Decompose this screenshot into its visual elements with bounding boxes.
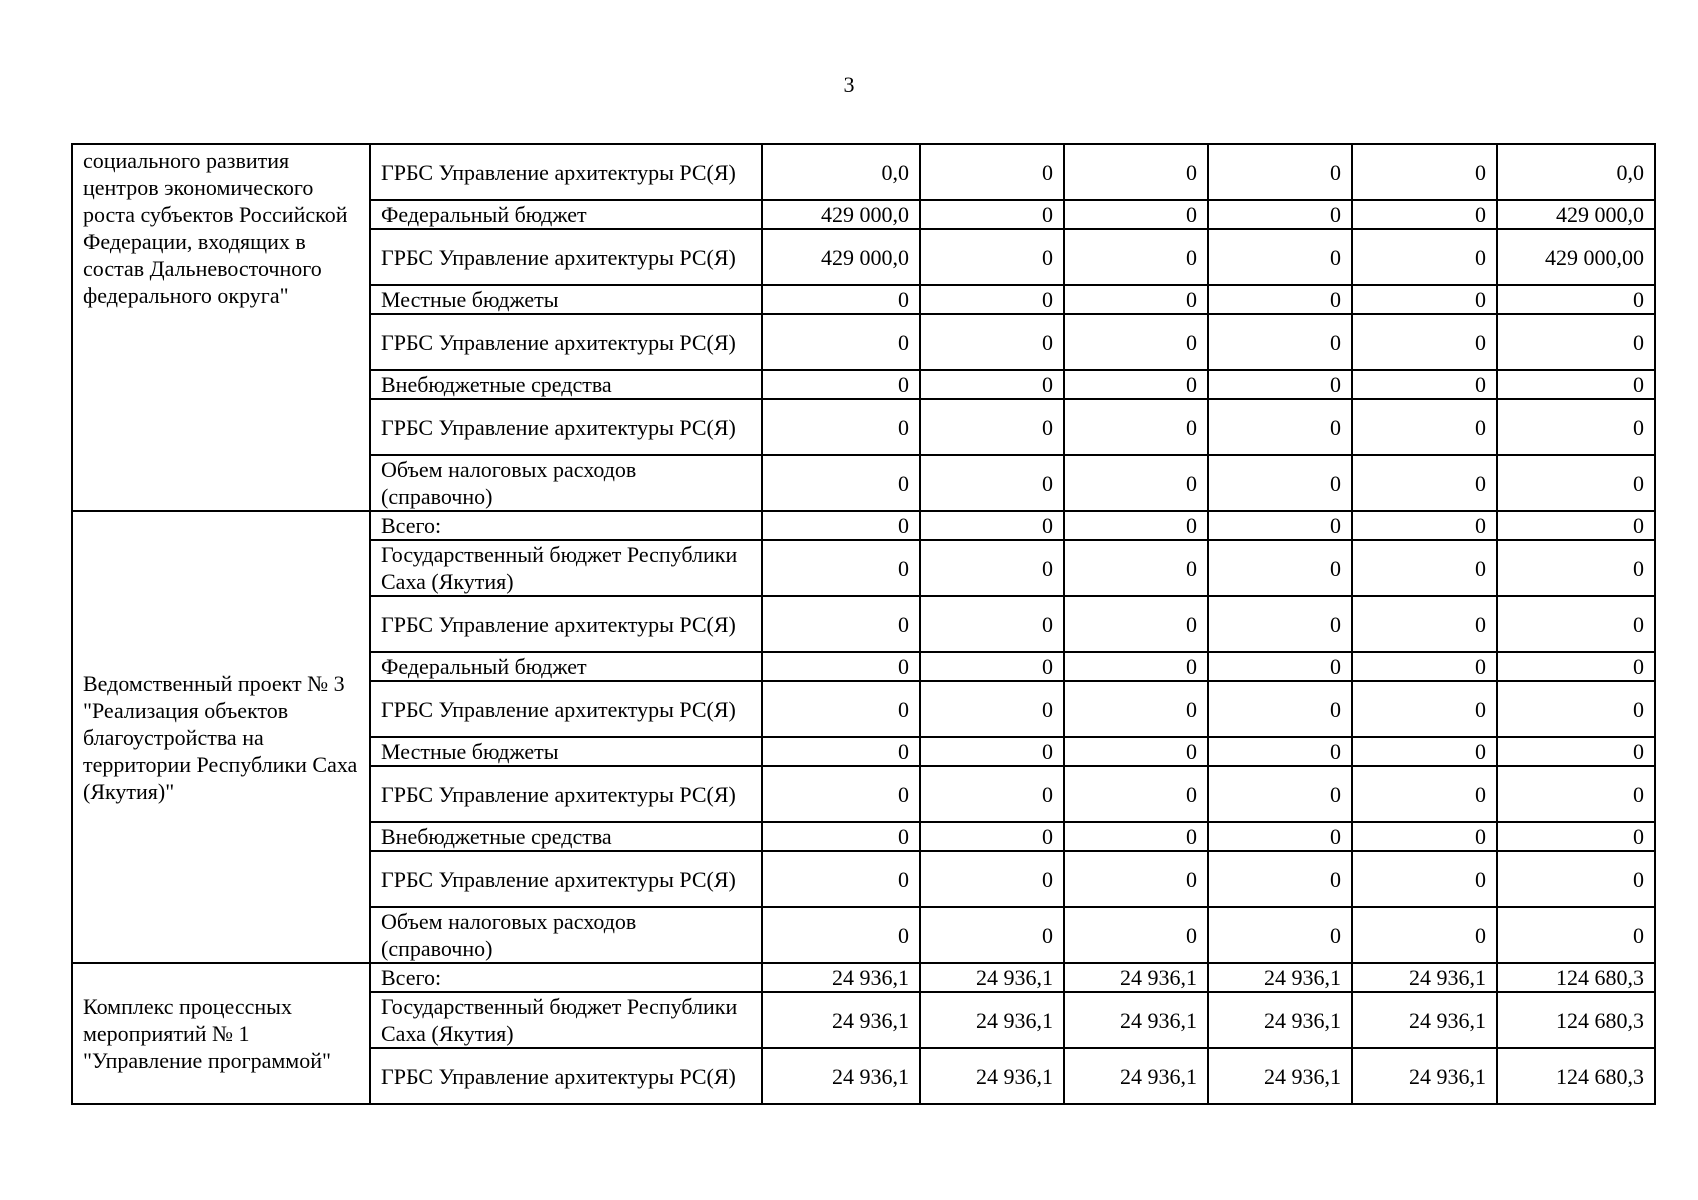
year-value-cell: 0 bbox=[920, 822, 1064, 851]
funding-source-cell: ГРБС Управление архитектуры РС(Я) bbox=[370, 1048, 762, 1104]
funding-source-cell: ГРБС Управление архитектуры РС(Я) bbox=[370, 399, 762, 455]
year-value-cell: 0 bbox=[1064, 596, 1208, 652]
year-value-cell: 0 bbox=[1352, 596, 1497, 652]
year-value-cell: 24 936,1 bbox=[1064, 1048, 1208, 1104]
year-value-cell: 0 bbox=[1064, 455, 1208, 511]
year-value-cell: 0 bbox=[1064, 681, 1208, 737]
year-value-cell: 0 bbox=[920, 907, 1064, 963]
budget-table bbox=[71, 143, 1656, 1105]
year-value-cell: 0 bbox=[1352, 766, 1497, 822]
year-value-cell: 0 bbox=[1208, 285, 1352, 314]
year-value-cell: 0 bbox=[920, 229, 1064, 285]
year-value-cell: 0 bbox=[1208, 737, 1352, 766]
year-value-cell: 0 bbox=[762, 455, 920, 511]
year-value-cell: 24 936,1 bbox=[920, 1048, 1064, 1104]
year-value-cell: 0 bbox=[1064, 399, 1208, 455]
funding-source-cell: Федеральный бюджет bbox=[370, 200, 762, 229]
funding-source-cell: ГРБС Управление архитектуры РС(Я) bbox=[370, 144, 762, 200]
year-value-cell: 0 bbox=[920, 200, 1064, 229]
total-value-cell: 0 bbox=[1497, 681, 1655, 737]
funding-source-cell: ГРБС Управление архитектуры РС(Я) bbox=[370, 766, 762, 822]
funding-source-cell: Внебюджетные средства bbox=[370, 370, 762, 399]
year-value-cell: 0 bbox=[1208, 822, 1352, 851]
year-value-cell: 0 bbox=[762, 681, 920, 737]
total-value-cell: 0 bbox=[1497, 314, 1655, 370]
year-value-cell: 0 bbox=[1352, 314, 1497, 370]
total-value-cell: 429 000,0 bbox=[1497, 200, 1655, 229]
total-value-cell: 0 bbox=[1497, 766, 1655, 822]
year-value-cell: 0 bbox=[1064, 540, 1208, 596]
year-value-cell: 0 bbox=[1208, 370, 1352, 399]
funding-source-cell: Государственный бюджет Республики Саха (Якутия) bbox=[370, 992, 762, 1048]
year-value-cell: 0 bbox=[1208, 314, 1352, 370]
year-value-cell: 0 bbox=[762, 596, 920, 652]
year-value-cell: 24 936,1 bbox=[1208, 963, 1352, 992]
year-value-cell: 24 936,1 bbox=[1208, 992, 1352, 1048]
total-value-cell: 0 bbox=[1497, 596, 1655, 652]
funding-source-cell: Объем налоговых расходов (справочно) bbox=[370, 907, 762, 963]
year-value-cell: 0 bbox=[1208, 200, 1352, 229]
year-value-cell: 0 bbox=[1064, 285, 1208, 314]
year-value-cell: 0 bbox=[1208, 681, 1352, 737]
year-value-cell: 0 bbox=[920, 511, 1064, 540]
year-value-cell: 0 bbox=[1208, 596, 1352, 652]
year-value-cell: 0 bbox=[920, 314, 1064, 370]
total-value-cell: 124 680,3 bbox=[1497, 963, 1655, 992]
year-value-cell: 0 bbox=[762, 766, 920, 822]
year-value-cell: 0 bbox=[1352, 681, 1497, 737]
funding-source-cell: Объем налоговых расходов (справочно) bbox=[370, 455, 762, 511]
year-value-cell: 0 bbox=[762, 511, 920, 540]
project-name-cell: социального развития центров экономического роста субъектов Российской Федерации, входящих в состав Дальневосточного федерального округа" bbox=[72, 144, 370, 511]
year-value-cell: 0 bbox=[920, 540, 1064, 596]
year-value-cell: 0 bbox=[1064, 822, 1208, 851]
table-row bbox=[72, 144, 1655, 200]
total-value-cell: 0 bbox=[1497, 907, 1655, 963]
year-value-cell: 0 bbox=[1208, 455, 1352, 511]
total-value-cell: 0 bbox=[1497, 652, 1655, 681]
funding-source-cell: Всего: bbox=[370, 511, 762, 540]
year-value-cell: 0 bbox=[1064, 511, 1208, 540]
year-value-cell: 24 936,1 bbox=[1064, 963, 1208, 992]
year-value-cell: 0 bbox=[762, 285, 920, 314]
year-value-cell: 0 bbox=[920, 144, 1064, 200]
project-name-cell: Ведомственный проект № 3 "Реализация объектов благоустройства на территории Республики Саха (Якутия)" bbox=[72, 511, 370, 963]
year-value-cell: 0 bbox=[1064, 144, 1208, 200]
year-value-cell: 0 bbox=[762, 851, 920, 907]
total-value-cell: 0 bbox=[1497, 455, 1655, 511]
year-value-cell: 0 bbox=[920, 737, 1064, 766]
funding-source-cell: ГРБС Управление архитектуры РС(Я) bbox=[370, 681, 762, 737]
funding-source-cell: Всего: bbox=[370, 963, 762, 992]
total-value-cell: 124 680,3 bbox=[1497, 992, 1655, 1048]
year-value-cell: 0 bbox=[1352, 399, 1497, 455]
year-value-cell: 0 bbox=[920, 596, 1064, 652]
total-value-cell: 0,0 bbox=[1497, 144, 1655, 200]
year-value-cell: 0 bbox=[762, 907, 920, 963]
year-value-cell: 0 bbox=[1208, 511, 1352, 540]
year-value-cell: 0 bbox=[920, 652, 1064, 681]
year-value-cell: 0 bbox=[1352, 144, 1497, 200]
year-value-cell: 0 bbox=[1352, 822, 1497, 851]
year-value-cell: 0 bbox=[762, 737, 920, 766]
funding-source-cell: ГРБС Управление архитектуры РС(Я) bbox=[370, 596, 762, 652]
year-value-cell: 0 bbox=[1352, 455, 1497, 511]
year-value-cell: 0 bbox=[1352, 511, 1497, 540]
year-value-cell: 0 bbox=[762, 652, 920, 681]
year-value-cell: 24 936,1 bbox=[762, 992, 920, 1048]
year-value-cell: 0 bbox=[1352, 540, 1497, 596]
page-number: 3 bbox=[843, 72, 855, 97]
table-row bbox=[72, 963, 1655, 992]
year-value-cell: 0 bbox=[1352, 652, 1497, 681]
total-value-cell: 0 bbox=[1497, 737, 1655, 766]
year-value-cell: 24 936,1 bbox=[1208, 1048, 1352, 1104]
funding-source-cell: ГРБС Управление архитектуры РС(Я) bbox=[370, 851, 762, 907]
funding-source-cell: ГРБС Управление архитектуры РС(Я) bbox=[370, 314, 762, 370]
year-value-cell: 0 bbox=[1208, 540, 1352, 596]
year-value-cell: 0 bbox=[1064, 907, 1208, 963]
year-value-cell: 0 bbox=[1064, 200, 1208, 229]
year-value-cell: 429 000,0 bbox=[762, 200, 920, 229]
year-value-cell: 0 bbox=[1064, 652, 1208, 681]
total-value-cell: 124 680,3 bbox=[1497, 1048, 1655, 1104]
year-value-cell: 24 936,1 bbox=[1064, 992, 1208, 1048]
total-value-cell: 0 bbox=[1497, 399, 1655, 455]
year-value-cell: 0 bbox=[762, 822, 920, 851]
year-value-cell: 0 bbox=[920, 370, 1064, 399]
year-value-cell: 0 bbox=[1064, 370, 1208, 399]
year-value-cell: 24 936,1 bbox=[1352, 992, 1497, 1048]
funding-source-cell: Местные бюджеты bbox=[370, 737, 762, 766]
year-value-cell: 0 bbox=[1208, 907, 1352, 963]
year-value-cell: 0 bbox=[1208, 229, 1352, 285]
total-value-cell: 0 bbox=[1497, 285, 1655, 314]
total-value-cell: 0 bbox=[1497, 851, 1655, 907]
funding-source-cell: Федеральный бюджет bbox=[370, 652, 762, 681]
year-value-cell: 0 bbox=[762, 540, 920, 596]
total-value-cell: 429 000,00 bbox=[1497, 229, 1655, 285]
year-value-cell: 0 bbox=[762, 314, 920, 370]
year-value-cell: 0 bbox=[920, 455, 1064, 511]
year-value-cell: 0 bbox=[1064, 766, 1208, 822]
year-value-cell: 0 bbox=[1352, 737, 1497, 766]
year-value-cell: 0 bbox=[762, 399, 920, 455]
year-value-cell: 0 bbox=[1352, 229, 1497, 285]
year-value-cell: 0 bbox=[1064, 737, 1208, 766]
funding-source-cell: ГРБС Управление архитектуры РС(Я) bbox=[370, 229, 762, 285]
table-row bbox=[72, 511, 1655, 540]
year-value-cell: 24 936,1 bbox=[1352, 1048, 1497, 1104]
year-value-cell: 0 bbox=[920, 681, 1064, 737]
year-value-cell: 0,0 bbox=[762, 144, 920, 200]
funding-source-cell: Внебюджетные средства bbox=[370, 822, 762, 851]
year-value-cell: 0 bbox=[1064, 851, 1208, 907]
year-value-cell: 0 bbox=[1208, 652, 1352, 681]
year-value-cell: 0 bbox=[920, 399, 1064, 455]
year-value-cell: 429 000,0 bbox=[762, 229, 920, 285]
year-value-cell: 0 bbox=[1352, 851, 1497, 907]
year-value-cell: 24 936,1 bbox=[762, 963, 920, 992]
year-value-cell: 0 bbox=[920, 766, 1064, 822]
total-value-cell: 0 bbox=[1497, 511, 1655, 540]
year-value-cell: 24 936,1 bbox=[762, 1048, 920, 1104]
year-value-cell: 0 bbox=[1064, 229, 1208, 285]
year-value-cell: 0 bbox=[1208, 399, 1352, 455]
year-value-cell: 0 bbox=[1352, 285, 1497, 314]
year-value-cell: 24 936,1 bbox=[1352, 963, 1497, 992]
year-value-cell: 0 bbox=[1352, 907, 1497, 963]
project-name-cell: Комплекс процессных мероприятий № 1 "Управление программой" bbox=[72, 963, 370, 1104]
total-value-cell: 0 bbox=[1497, 822, 1655, 851]
year-value-cell: 24 936,1 bbox=[920, 992, 1064, 1048]
funding-source-cell: Местные бюджеты bbox=[370, 285, 762, 314]
year-value-cell: 0 bbox=[1064, 314, 1208, 370]
funding-source-cell: Государственный бюджет Республики Саха (Якутия) bbox=[370, 540, 762, 596]
year-value-cell: 0 bbox=[920, 851, 1064, 907]
total-value-cell: 0 bbox=[1497, 540, 1655, 596]
year-value-cell: 0 bbox=[1352, 370, 1497, 399]
year-value-cell: 0 bbox=[762, 370, 920, 399]
total-value-cell: 0 bbox=[1497, 370, 1655, 399]
year-value-cell: 0 bbox=[1208, 144, 1352, 200]
budget-table-body bbox=[72, 144, 1655, 1104]
year-value-cell: 0 bbox=[1352, 200, 1497, 229]
year-value-cell: 0 bbox=[1208, 851, 1352, 907]
year-value-cell: 24 936,1 bbox=[920, 963, 1064, 992]
year-value-cell: 0 bbox=[920, 285, 1064, 314]
year-value-cell: 0 bbox=[1208, 766, 1352, 822]
